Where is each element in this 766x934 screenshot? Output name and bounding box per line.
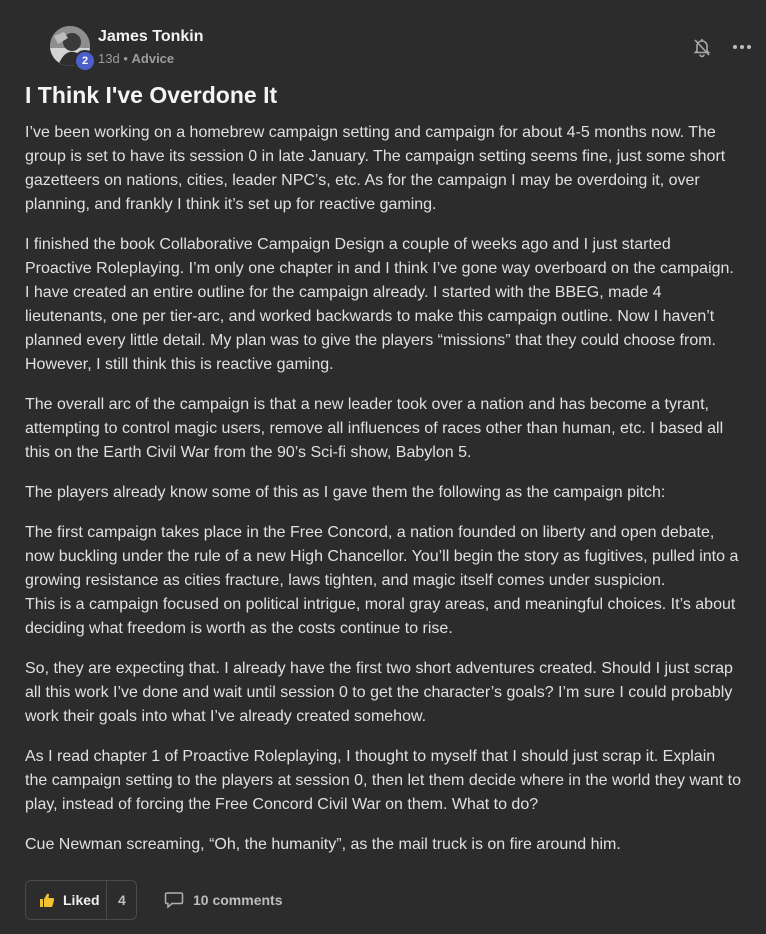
post-paragraph: The first campaign takes place in the Free Concord, a nation founded on liberty and open debate, now buckling under the rule of a new High Chancellor. You’ll begin the story as fugitives, pulled into a growing resistance as cities fracture, laws tighten, and magic itself comes under suspicion. [25, 524, 739, 589]
author-name[interactable]: James Tonkin [98, 28, 204, 45]
post-paragraph: The overall arc of the campaign is that a new leader took over a nation and has become a tyrant, attempting to control magic users, remove all influences of races other than human, etc. I based all this on the Earth Civil War from the 90’s Sci-fi show, Babylon 5. [25, 396, 724, 461]
post-paragraph: This is a campaign focused on political intrigue, moral gray areas, and meaningful choices. It’s about deciding what freedom is worth as the costs continue to rise. [25, 596, 736, 637]
post-paragraph: Cue Newman screaming, “Oh, the humanity”, as the mail truck is on fire around him. [25, 836, 621, 853]
post-paragraph: I finished the book Collaborative Campaign Design a couple of weeks ago and I just started Proactive Roleplaying. I’m only one chapter in and I think I’ve gone way overboard on the campaign. I have created an entire outline for the campaign already. I started with the BBEG, made 4 lieutenants, one per tier-arc, and worked backwards to make this campaign outline. Now I haven’t planned every little detail. My plan was to give the players “missions” that they could choose from. However, I still think this is reactive gaming. [25, 236, 734, 373]
post-paragraph: The players already know some of this as I gave them the following as the campaign pitch: [25, 484, 666, 501]
level-badge: 2 [74, 50, 96, 72]
post-paragraph: I’ve been working on a homebrew campaign setting and campaign for about 4-5 months now. The group is set to have its session 0 in late January. The campaign setting seems fine, just some short gazetteers on nations, cities, leader NPC’s, etc. As for the campaign I may be overdoing it, over planning, and frankly I think it’s set up for reactive gaming. [25, 124, 726, 213]
post-meta [98, 51, 174, 66]
like-button[interactable] [25, 880, 137, 920]
post-header [25, 0, 741, 72]
post-category[interactable]: Advice [131, 51, 175, 66]
post-body [25, 121, 741, 873]
like-divider [106, 881, 107, 919]
like-count[interactable]: 4 [118, 892, 126, 908]
comments-button[interactable] [164, 880, 282, 920]
post-title: I Think I've Overdone It [25, 82, 278, 108]
bell-muted-icon[interactable] [691, 36, 713, 58]
comment-icon [164, 891, 184, 909]
post-age: 13d [98, 51, 120, 66]
liked-label: Liked [63, 892, 100, 908]
post-paragraph: So, they are expecting that. I already have the first two short adventures created. Should I just scrap all this work I’ve done and wait until session 0 to get the character’s goals? I’m sure I could probably work their goals into what I’ve already created somehow. [25, 660, 733, 725]
meta-separator: • [123, 51, 128, 66]
post-paragraph: As I read chapter 1 of Proactive Roleplaying, I thought to myself that I should just scrap it. Explain the campaign setting to the players at session 0, then let them decide where in the world they want to play, instead of forcing the Free Concord Civil War on them. What to do? [25, 748, 741, 813]
comments-label: 10 comments [193, 892, 283, 908]
post-footer [25, 880, 741, 920]
more-horizontal-icon[interactable] [730, 36, 754, 58]
thumbs-up-icon [39, 892, 55, 908]
